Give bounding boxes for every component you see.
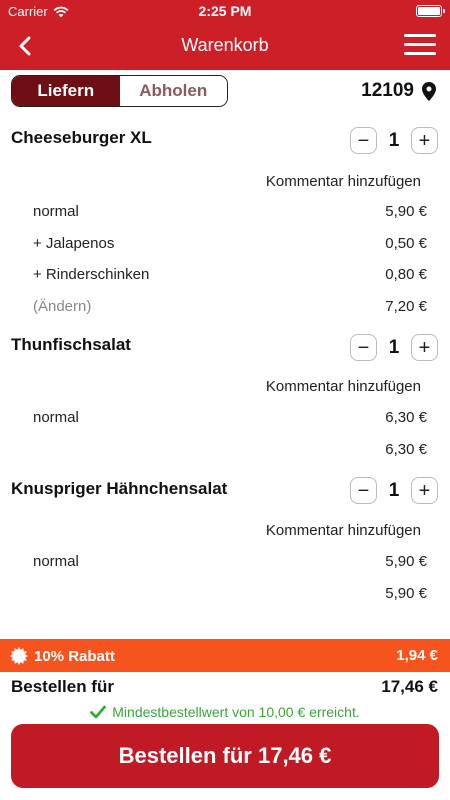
quantity-value: 1 (388, 129, 400, 151)
zip-code: 12109 (361, 80, 414, 101)
total-row (0, 675, 450, 699)
checkmark-icon (90, 705, 106, 719)
option-label: normal (33, 203, 79, 220)
total-label: Bestellen für (11, 677, 114, 696)
clock: 2:25 PM (198, 3, 252, 19)
option-label: + Rinderschinken (33, 266, 150, 283)
carrier-label: Carrier (8, 4, 48, 19)
quantity-stepper (350, 127, 438, 154)
decrease-button[interactable]: − (350, 334, 377, 361)
item-subtotal: 7,20 € (385, 298, 427, 315)
increase-button[interactable]: + (411, 477, 438, 504)
add-comment-link[interactable]: Kommentar hinzufügen (265, 522, 421, 539)
cart-item-name: Thunfischsalat (11, 335, 131, 354)
quantity-stepper (350, 334, 438, 361)
item-subtotal: 6,30 € (385, 441, 427, 458)
add-comment-link[interactable]: Kommentar hinzufügen (265, 173, 421, 190)
delivery-mode-toggle (11, 75, 228, 107)
tab-pickup[interactable]: Abholen (120, 76, 228, 106)
battery-icon (416, 5, 442, 17)
quantity-stepper (350, 477, 438, 504)
decrease-button[interactable]: − (350, 127, 377, 154)
discount-badge-icon (10, 647, 28, 665)
quantity-value: 1 (388, 479, 400, 501)
page-title: Warenkorb (181, 35, 269, 55)
total-amount: 17,46 € (381, 677, 438, 696)
cart-item-name: Knuspriger Hähnchensalat (11, 479, 228, 498)
add-comment-link[interactable]: Kommentar hinzufügen (265, 378, 421, 395)
edit-item-link[interactable]: (Ändern) (33, 298, 92, 315)
option-label: normal (33, 553, 79, 570)
option-label: + Jalapenos (33, 235, 115, 252)
cart-item-name: Cheeseburger XL (11, 128, 152, 147)
nav-bar (0, 22, 450, 70)
discount-label-group (10, 647, 115, 665)
place-order-button[interactable]: Bestellen für 17,46 € (11, 724, 439, 788)
min-order-text: Mindestbestellwert von 10,00 € erreicht. (112, 704, 360, 720)
menu-button[interactable] (404, 34, 436, 58)
option-price: 6,30 € (385, 409, 427, 426)
location-pin-icon (422, 82, 436, 101)
option-price: 5,90 € (385, 203, 427, 220)
increase-button[interactable]: + (411, 334, 438, 361)
option-price: 0,50 € (385, 235, 427, 252)
option-price: 0,80 € (385, 266, 427, 283)
zip-selector[interactable] (361, 80, 436, 102)
item-subtotal: 5,90 € (385, 585, 427, 602)
option-price: 5,90 € (385, 553, 427, 570)
increase-button[interactable]: + (411, 127, 438, 154)
discount-label: 10% Rabatt (34, 647, 115, 665)
quantity-value: 1 (388, 336, 400, 358)
discount-amount: 1,94 € (396, 647, 438, 664)
tab-deliver[interactable]: Liefern (12, 76, 120, 106)
status-bar (0, 0, 450, 22)
decrease-button[interactable]: − (350, 477, 377, 504)
discount-bar (0, 639, 450, 672)
hamburger-icon (404, 34, 436, 37)
min-order-note (0, 704, 450, 720)
option-label: normal (33, 409, 79, 426)
